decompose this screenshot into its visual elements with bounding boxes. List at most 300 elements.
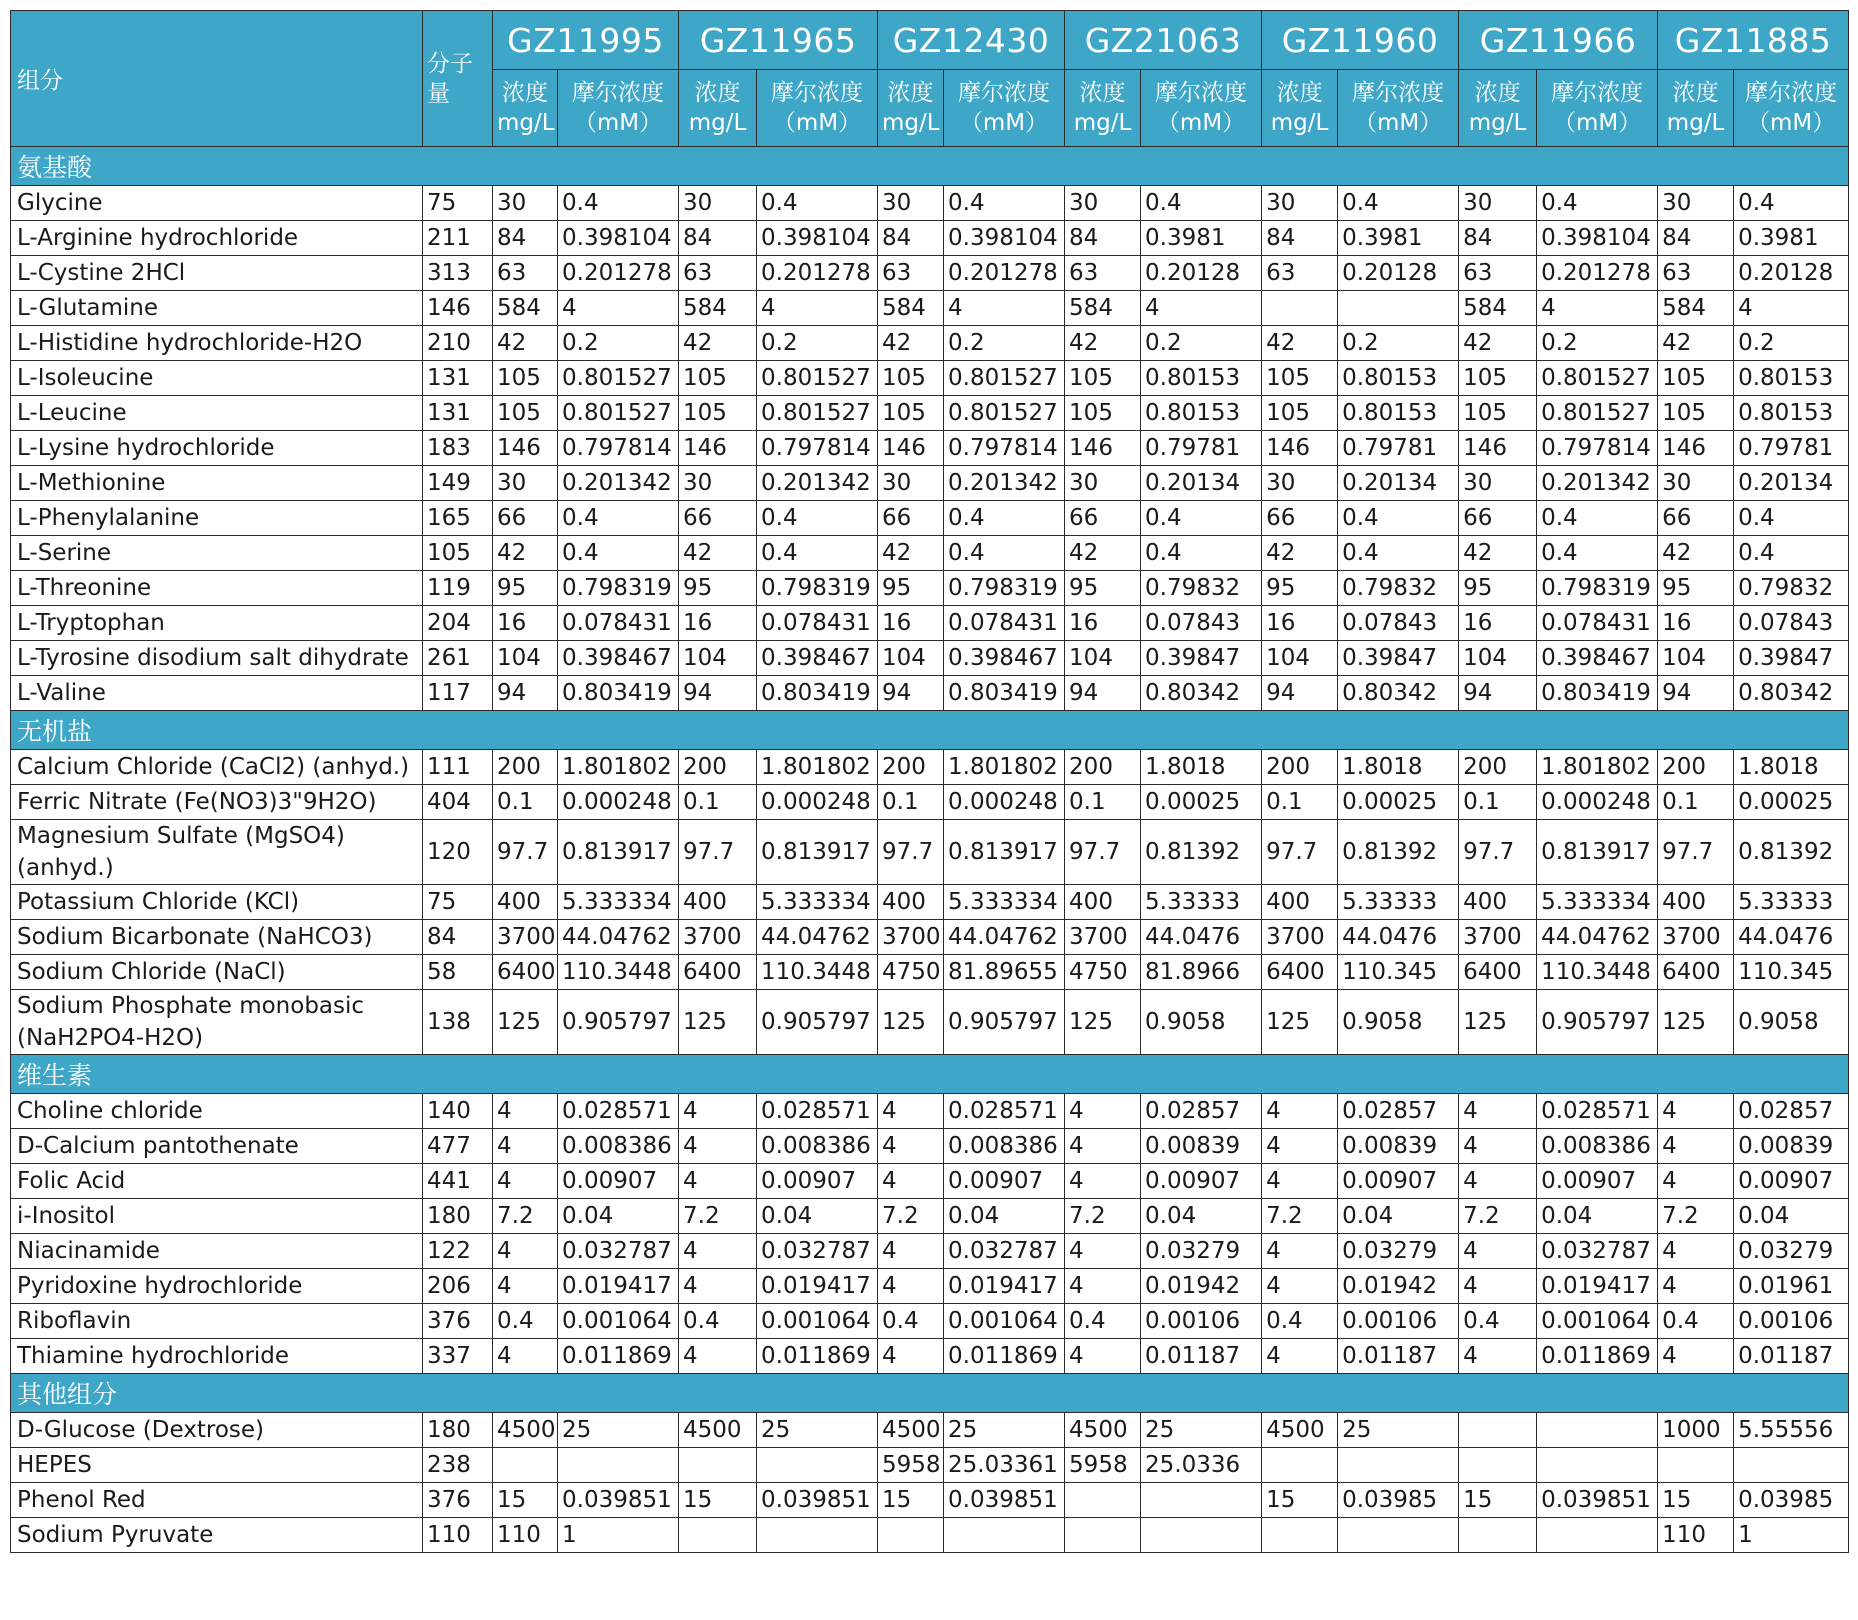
molar-concentration-cell: 0.4: [558, 186, 679, 221]
molar-concentration-cell: 5.33333: [1338, 885, 1459, 920]
molar-concentration-cell: 0.00025: [1141, 785, 1262, 820]
molar-concentration-cell: 0.000248: [558, 785, 679, 820]
molar-concentration-cell: 0.4: [1338, 501, 1459, 536]
table-header: [11, 11, 1849, 147]
molar-concentration-cell: 81.89655: [944, 955, 1065, 990]
concentration-cell: 97.7: [493, 820, 558, 885]
concentration-cell: 97.7: [679, 820, 757, 885]
molar-concentration-cell: 0.039851: [558, 1483, 679, 1518]
molecular-weight-cell: 210: [423, 326, 493, 361]
component-name-cell: Phenol Red: [11, 1483, 423, 1518]
concentration-cell: 104: [679, 641, 757, 676]
concentration-cell: 4: [679, 1234, 757, 1269]
concentration-unit-header: [1065, 70, 1141, 147]
component-column-header: 组分: [11, 11, 423, 147]
component-name-cell: Glycine: [11, 186, 423, 221]
molar-concentration-cell: 0.803419: [1537, 676, 1658, 711]
molar-concentration-cell: 0.398467: [1537, 641, 1658, 676]
concentration-cell: 4: [1262, 1129, 1338, 1164]
concentration-cell: 4: [1065, 1129, 1141, 1164]
molar-concentration-cell: 4: [757, 291, 878, 326]
molar-concentration-cell: 110.3448: [757, 955, 878, 990]
concentration-cell: 6400: [493, 955, 558, 990]
molar-concentration-cell: 0.201342: [1537, 466, 1658, 501]
concentration-cell: 95: [878, 571, 944, 606]
concentration-cell: 94: [679, 676, 757, 711]
concentration-cell: 125: [679, 990, 757, 1055]
concentration-unit-header: [878, 70, 944, 147]
molar-concentration-cell: 0.81392: [1141, 820, 1262, 885]
concentration-cell: 97.7: [1658, 820, 1734, 885]
concentration-cell: 400: [1262, 885, 1338, 920]
molar-concentration-cell: 0.011869: [558, 1339, 679, 1374]
concentration-cell: 16: [679, 606, 757, 641]
concentration-cell: 4: [679, 1129, 757, 1164]
molar-concentration-cell: 0.797814: [558, 431, 679, 466]
molecular-weight-cell: 131: [423, 396, 493, 431]
concentration-cell: 94: [1658, 676, 1734, 711]
molar-concentration-cell: 0.032787: [757, 1234, 878, 1269]
molar-concentration-cell: 0.028571: [558, 1094, 679, 1129]
concentration-label: 浓度: [1276, 80, 1323, 106]
concentration-cell: 84: [1262, 221, 1338, 256]
molar-concentration-cell: 0.3981: [1734, 221, 1849, 256]
molar-concentration-cell: 0.797814: [1537, 431, 1658, 466]
concentration-cell: 42: [493, 536, 558, 571]
table-row: [11, 1164, 1849, 1199]
molecular-weight-cell: 149: [423, 466, 493, 501]
molar-concentration-cell: 44.04762: [944, 920, 1065, 955]
concentration-cell: 30: [1262, 186, 1338, 221]
molar-concentration-cell: 0.80153: [1338, 361, 1459, 396]
concentration-cell: 0.4: [1065, 1304, 1141, 1339]
molar-label: 摩尔浓度: [1745, 80, 1838, 106]
molecular-weight-cell: 146: [423, 291, 493, 326]
concentration-cell: 4: [878, 1164, 944, 1199]
molecular-weight-cell: 111: [423, 750, 493, 785]
molecular-weight-cell: 75: [423, 885, 493, 920]
molar-concentration-cell: 0.04: [1537, 1199, 1658, 1234]
concentration-cell: 4: [1459, 1339, 1537, 1374]
molar-concentration-cell: 0.00907: [558, 1164, 679, 1199]
molar-unit: （mM）: [573, 110, 663, 136]
concentration-cell: 15: [493, 1483, 558, 1518]
component-name-cell: L-Phenylalanine: [11, 501, 423, 536]
component-name-cell: L-Glutamine: [11, 291, 423, 326]
concentration-cell: 94: [1262, 676, 1338, 711]
molar-concentration-cell: 0.008386: [558, 1129, 679, 1164]
molar-label: 摩尔浓度: [958, 80, 1051, 106]
molar-concentration-cell: 0.39847: [1338, 641, 1459, 676]
molecular-weight-cell: 204: [423, 606, 493, 641]
molar-concentration-cell: 0.39847: [1141, 641, 1262, 676]
concentration-cell: 4: [1658, 1269, 1734, 1304]
molar-concentration-cell: 0.039851: [757, 1483, 878, 1518]
molar-label: 摩尔浓度: [1551, 80, 1644, 106]
molar-concentration-cell: 0.02857: [1338, 1094, 1459, 1129]
molecular-weight-cell: 206: [423, 1269, 493, 1304]
molar-concentration-cell: 0.905797: [757, 990, 878, 1055]
molar-unit: （mM）: [1353, 110, 1443, 136]
concentration-cell: 104: [493, 641, 558, 676]
concentration-cell: 42: [1262, 536, 1338, 571]
concentration-cell: 4: [1658, 1234, 1734, 1269]
concentration-cell: 105: [1658, 396, 1734, 431]
concentration-cell: 125: [878, 990, 944, 1055]
molar-concentration-cell: 1.801802: [757, 750, 878, 785]
molar-concentration-cell: 0.201342: [757, 466, 878, 501]
molar-concentration-cell: 25: [944, 1413, 1065, 1448]
concentration-cell: 30: [1459, 186, 1537, 221]
molar-concentration-cell: 44.04762: [757, 920, 878, 955]
molar-concentration-cell: [757, 1448, 878, 1483]
molar-concentration-cell: 0.019417: [944, 1269, 1065, 1304]
concentration-cell: 4500: [878, 1413, 944, 1448]
concentration-cell: 84: [1065, 221, 1141, 256]
molar-concentration-cell: 44.04762: [1537, 920, 1658, 955]
table-row: [11, 1413, 1849, 1448]
molar-concentration-cell: 0.001064: [1537, 1304, 1658, 1339]
concentration-cell: 84: [679, 221, 757, 256]
concentration-cell: 146: [1262, 431, 1338, 466]
molar-concentration-cell: 0.4: [1537, 501, 1658, 536]
molar-concentration-cell: 0.04: [1734, 1199, 1849, 1234]
molecular-weight-cell: 120: [423, 820, 493, 885]
molar-concentration-cell: 0.00839: [1338, 1129, 1459, 1164]
concentration-cell: 30: [1262, 466, 1338, 501]
concentration-label: 浓度: [887, 80, 934, 106]
molar-concentration-cell: 0.008386: [1537, 1129, 1658, 1164]
molar-concentration-cell: 0.2: [1141, 326, 1262, 361]
molar-concentration-cell: 0.2: [1734, 326, 1849, 361]
concentration-cell: 16: [878, 606, 944, 641]
concentration-cell: 125: [1459, 990, 1537, 1055]
component-name-cell: Ferric Nitrate (Fe(NO3)3"9H2O): [11, 785, 423, 820]
molar-concentration-cell: 0.201342: [558, 466, 679, 501]
concentration-cell: 584: [1658, 291, 1734, 326]
molar-concentration-cell: 0.801527: [757, 361, 878, 396]
molar-concentration-cell: 44.0476: [1141, 920, 1262, 955]
molar-concentration-cell: 0.2: [944, 326, 1065, 361]
product-header: GZ11995: [493, 11, 679, 70]
molar-concentration-cell: 0.80153: [1338, 396, 1459, 431]
concentration-cell: 584: [493, 291, 558, 326]
concentration-cell: 0.4: [679, 1304, 757, 1339]
molar-concentration-cell: 0.07843: [1141, 606, 1262, 641]
table-row: [11, 1234, 1849, 1269]
media-formulation-table: [10, 10, 1849, 1553]
concentration-cell: 42: [493, 326, 558, 361]
molar-concentration-cell: 0.813917: [558, 820, 679, 885]
molar-concentration-cell: 0.00907: [1338, 1164, 1459, 1199]
molar-concentration-cell: 0.032787: [944, 1234, 1065, 1269]
concentration-cell: 200: [1459, 750, 1537, 785]
molar-unit: （mM）: [959, 110, 1049, 136]
molar-concentration-cell: 0.398467: [757, 641, 878, 676]
molar-concentration-cell: 0.028571: [944, 1094, 1065, 1129]
concentration-cell: 4: [1658, 1094, 1734, 1129]
concentration-label: 浓度: [1474, 80, 1521, 106]
molar-concentration-cell: 0.813917: [757, 820, 878, 885]
molecular-weight-cell: 313: [423, 256, 493, 291]
table-row: [11, 920, 1849, 955]
molar-concentration-cell: 4: [1537, 291, 1658, 326]
concentration-cell: 4500: [1262, 1413, 1338, 1448]
molar-concentration-cell: [1141, 1518, 1262, 1553]
section-title: 维生素: [11, 1055, 1849, 1094]
molar-concentration-cell: 0.797814: [757, 431, 878, 466]
molar-concentration-cell: 4: [558, 291, 679, 326]
molar-label: 摩尔浓度: [771, 80, 864, 106]
concentration-cell: 97.7: [878, 820, 944, 885]
component-name-cell: L-Isoleucine: [11, 361, 423, 396]
concentration-cell: 30: [1658, 466, 1734, 501]
molar-concentration-cell: 0.4: [1537, 536, 1658, 571]
concentration-cell: 95: [1262, 571, 1338, 606]
molecular-weight-cell: 211: [423, 221, 493, 256]
molar-concentration-cell: 0.03279: [1734, 1234, 1849, 1269]
concentration-cell: 95: [1065, 571, 1141, 606]
concentration-cell: 66: [493, 501, 558, 536]
molecular-weight-cell: 122: [423, 1234, 493, 1269]
table-row: [11, 955, 1849, 990]
concentration-cell: 4: [878, 1129, 944, 1164]
concentration-cell: 16: [1065, 606, 1141, 641]
molar-concentration-cell: 0.9058: [1141, 990, 1262, 1055]
concentration-cell: 4: [1262, 1269, 1338, 1304]
molar-concentration-cell: 0.201278: [558, 256, 679, 291]
concentration-cell: 110: [493, 1518, 558, 1553]
concentration-cell: 66: [679, 501, 757, 536]
molar-concentration-cell: 0.905797: [944, 990, 1065, 1055]
concentration-cell: 146: [493, 431, 558, 466]
molar-unit: （mM）: [1552, 110, 1642, 136]
concentration-cell: 4: [679, 1094, 757, 1129]
concentration-unit-header: [1658, 70, 1734, 147]
molecular-weight-cell: 376: [423, 1483, 493, 1518]
section-title: 其他组分: [11, 1374, 1849, 1413]
concentration-cell: 400: [1065, 885, 1141, 920]
concentration-cell: 3700: [679, 920, 757, 955]
concentration-cell: 84: [1459, 221, 1537, 256]
molecular-weight-cell: 404: [423, 785, 493, 820]
molar-concentration-cell: 0.011869: [944, 1339, 1065, 1374]
concentration-cell: 66: [1065, 501, 1141, 536]
table-body: [11, 147, 1849, 1553]
table-row: [11, 186, 1849, 221]
molar-concentration-cell: 0.2: [1537, 326, 1658, 361]
molar-concentration-cell: 0.398104: [558, 221, 679, 256]
media-formulation-table-container: [10, 10, 1848, 1553]
concentration-cell: 63: [493, 256, 558, 291]
molar-concentration-cell: 81.8966: [1141, 955, 1262, 990]
molecular-weight-cell: 117: [423, 676, 493, 711]
molar-concentration-cell: 0.00907: [944, 1164, 1065, 1199]
molar-concentration-cell: [1537, 1413, 1658, 1448]
concentration-cell: 200: [1065, 750, 1141, 785]
molar-concentration-cell: 0.04: [757, 1199, 878, 1234]
molar-concentration-cell: 0.00907: [1537, 1164, 1658, 1199]
concentration-cell: 4750: [1065, 955, 1141, 990]
section-header-row: [11, 1055, 1849, 1094]
molar-concentration-cell: 0.00907: [1734, 1164, 1849, 1199]
concentration-cell: 105: [1262, 396, 1338, 431]
concentration-cell: 30: [878, 186, 944, 221]
concentration-cell: 200: [878, 750, 944, 785]
molar-concentration-cell: 110.345: [1338, 955, 1459, 990]
concentration-unit: mg/L: [1073, 110, 1132, 136]
concentration-cell: 42: [679, 536, 757, 571]
concentration-cell: [1459, 1518, 1537, 1553]
concentration-cell: 15: [1658, 1483, 1734, 1518]
molar-concentration-cell: 0.4: [757, 501, 878, 536]
molar-concentration-cell: 25.0336: [1141, 1448, 1262, 1483]
component-name-cell: i-Inositol: [11, 1199, 423, 1234]
molar-concentration-cell: 0.4: [558, 501, 679, 536]
concentration-cell: [1262, 291, 1338, 326]
molar-unit-header: [1338, 70, 1459, 147]
component-name-cell: Calcium Chloride (CaCl2) (anhyd.): [11, 750, 423, 785]
concentration-cell: 66: [1262, 501, 1338, 536]
concentration-cell: 3700: [1459, 920, 1537, 955]
molar-concentration-cell: 0.801527: [944, 361, 1065, 396]
concentration-cell: 4500: [493, 1413, 558, 1448]
concentration-cell: 584: [679, 291, 757, 326]
molar-concentration-cell: 0.00025: [1734, 785, 1849, 820]
molar-concentration-cell: 4: [1141, 291, 1262, 326]
table-row: [11, 785, 1849, 820]
molar-concentration-cell: 0.00106: [1141, 1304, 1262, 1339]
molar-concentration-cell: 0.80153: [1141, 396, 1262, 431]
concentration-cell: 4: [1262, 1339, 1338, 1374]
table-row: [11, 641, 1849, 676]
molar-concentration-cell: 0.028571: [757, 1094, 878, 1129]
component-name-cell: L-Histidine hydrochloride-H2O: [11, 326, 423, 361]
concentration-cell: 42: [1065, 536, 1141, 571]
molar-concentration-cell: 0.79781: [1141, 431, 1262, 466]
concentration-cell: 4: [1262, 1164, 1338, 1199]
concentration-cell: 4: [1065, 1269, 1141, 1304]
concentration-cell: 6400: [679, 955, 757, 990]
molar-concentration-cell: 0.798319: [757, 571, 878, 606]
molar-concentration-cell: 0.00106: [1734, 1304, 1849, 1339]
concentration-cell: 16: [1459, 606, 1537, 641]
table-row: [11, 820, 1849, 885]
molar-concentration-cell: 0.01942: [1338, 1269, 1459, 1304]
concentration-cell: [1459, 1448, 1537, 1483]
molar-unit-header: [1537, 70, 1658, 147]
molar-concentration-cell: 0.011869: [1537, 1339, 1658, 1374]
molar-concentration-cell: 0.20134: [1141, 466, 1262, 501]
molar-concentration-cell: 0.00025: [1338, 785, 1459, 820]
molar-concentration-cell: 0.03985: [1338, 1483, 1459, 1518]
concentration-cell: 105: [1065, 361, 1141, 396]
molar-concentration-cell: 0.798319: [558, 571, 679, 606]
concentration-cell: 5958: [878, 1448, 944, 1483]
molar-concentration-cell: 0.201278: [1537, 256, 1658, 291]
concentration-cell: [1262, 1448, 1338, 1483]
molar-concentration-cell: 0.001064: [558, 1304, 679, 1339]
product-header: GZ11966: [1459, 11, 1658, 70]
table-row: [11, 990, 1849, 1055]
molar-concentration-cell: 0.078431: [1537, 606, 1658, 641]
concentration-cell: 66: [1658, 501, 1734, 536]
molar-concentration-cell: 0.80342: [1141, 676, 1262, 711]
component-name-cell: L-Valine: [11, 676, 423, 711]
molar-concentration-cell: 0.4: [1141, 501, 1262, 536]
concentration-cell: 30: [679, 186, 757, 221]
molar-concentration-cell: 0.20134: [1338, 466, 1459, 501]
molar-concentration-cell: 0.4: [1338, 186, 1459, 221]
concentration-cell: 105: [1065, 396, 1141, 431]
molar-concentration-cell: [757, 1518, 878, 1553]
concentration-label: 浓度: [1079, 80, 1126, 106]
concentration-cell: 200: [493, 750, 558, 785]
table-row: [11, 291, 1849, 326]
concentration-cell: 0.1: [1262, 785, 1338, 820]
molar-concentration-cell: 0.078431: [757, 606, 878, 641]
molar-concentration-cell: 0.801527: [757, 396, 878, 431]
concentration-cell: 42: [1065, 326, 1141, 361]
concentration-cell: 7.2: [1459, 1199, 1537, 1234]
molar-concentration-cell: 0.000248: [757, 785, 878, 820]
molar-concentration-cell: 0.4: [757, 186, 878, 221]
molar-concentration-cell: 0.801527: [1537, 361, 1658, 396]
concentration-cell: 42: [878, 326, 944, 361]
component-name-cell: HEPES: [11, 1448, 423, 1483]
concentration-cell: [1262, 1518, 1338, 1553]
molar-concentration-cell: 1.8018: [1338, 750, 1459, 785]
molar-concentration-cell: 0.905797: [1537, 990, 1658, 1055]
component-name-cell: Sodium Bicarbonate (NaHCO3): [11, 920, 423, 955]
concentration-cell: 30: [1065, 186, 1141, 221]
molar-concentration-cell: [944, 1518, 1065, 1553]
header-row-products: [11, 11, 1849, 70]
section-title: 氨基酸: [11, 147, 1849, 186]
table-row: [11, 1304, 1849, 1339]
component-name-cell: L-Leucine: [11, 396, 423, 431]
molar-concentration-cell: 0.01187: [1338, 1339, 1459, 1374]
concentration-cell: 66: [1459, 501, 1537, 536]
table-row: [11, 1339, 1849, 1374]
concentration-cell: 7.2: [493, 1199, 558, 1234]
molar-concentration-cell: 0.008386: [757, 1129, 878, 1164]
molar-concentration-cell: 25.03361: [944, 1448, 1065, 1483]
molecular-weight-cell: 110: [423, 1518, 493, 1553]
molecular-weight-cell: 165: [423, 501, 493, 536]
concentration-cell: 105: [1262, 361, 1338, 396]
concentration-cell: 95: [1459, 571, 1537, 606]
concentration-cell: 110: [1658, 1518, 1734, 1553]
concentration-cell: 4: [493, 1339, 558, 1374]
concentration-cell: 4: [1658, 1164, 1734, 1199]
molar-concentration-cell: 0.798319: [1537, 571, 1658, 606]
molar-unit-header: [1734, 70, 1849, 147]
molar-concentration-cell: 0.80153: [1734, 361, 1849, 396]
concentration-cell: 104: [1658, 641, 1734, 676]
molar-concentration-cell: 25: [1141, 1413, 1262, 1448]
component-name-cell: L-Arginine hydrochloride: [11, 221, 423, 256]
concentration-cell: 105: [1658, 361, 1734, 396]
concentration-cell: 4: [493, 1269, 558, 1304]
molar-concentration-cell: 44.0476: [1338, 920, 1459, 955]
concentration-unit: mg/L: [1666, 110, 1725, 136]
concentration-cell: 6400: [1658, 955, 1734, 990]
table-row: [11, 1448, 1849, 1483]
molar-concentration-cell: 0.2: [1338, 326, 1459, 361]
table-row: [11, 431, 1849, 466]
concentration-cell: 1000: [1658, 1413, 1734, 1448]
